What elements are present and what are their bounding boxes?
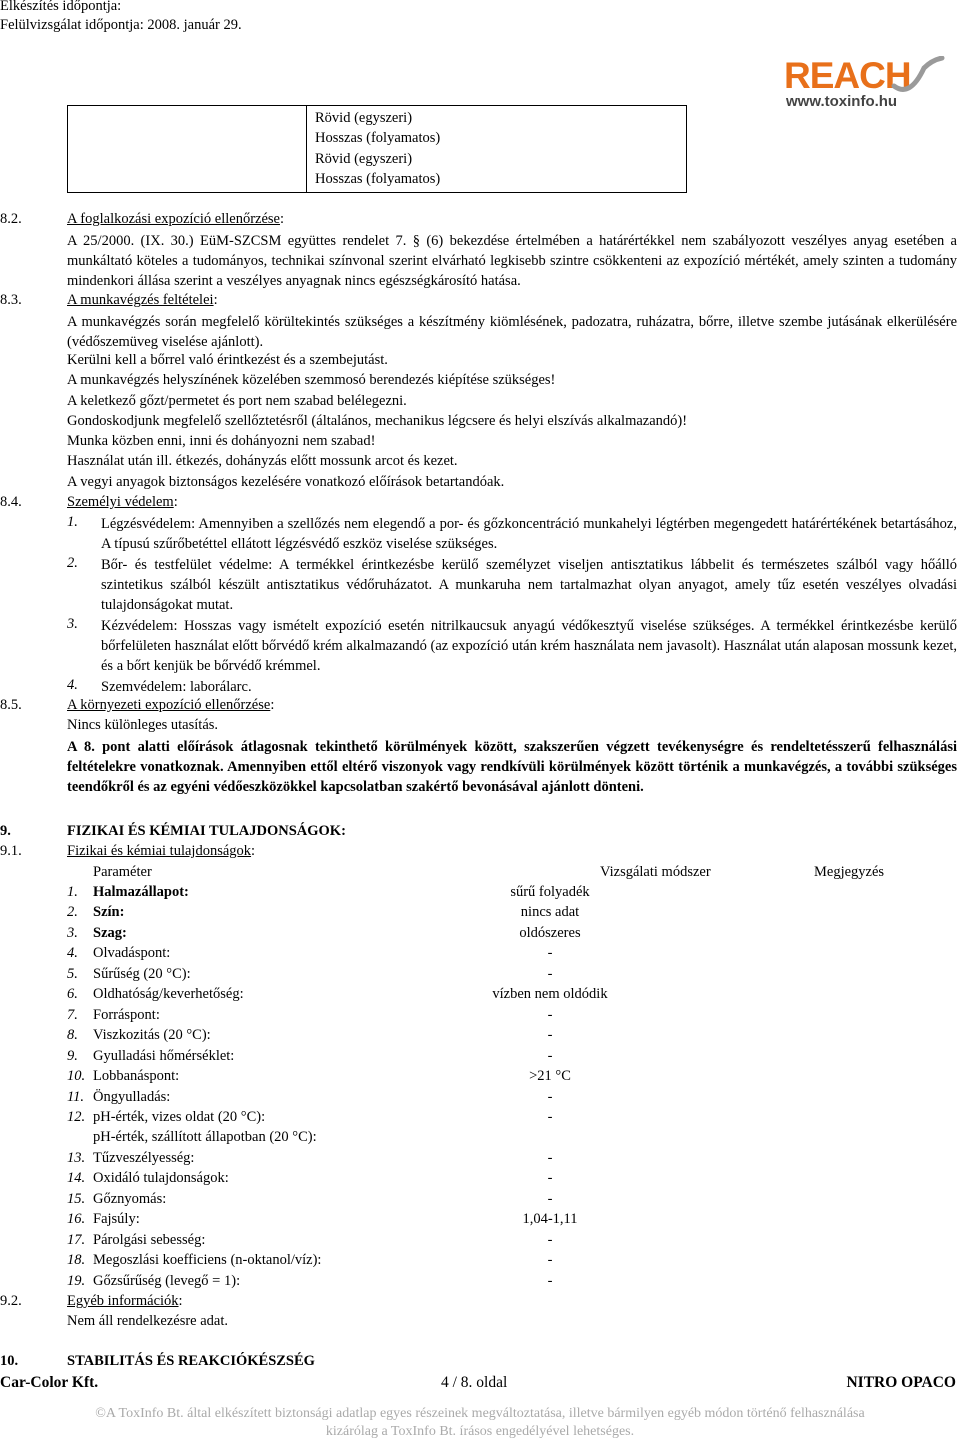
property-value: - (547, 1089, 553, 1105)
section-title: Személyi védelem: (67, 494, 178, 510)
property-number: 18. (67, 1252, 86, 1268)
exposure-row: Hosszas (folyamatos) (315, 130, 441, 146)
property-name: Gyulladási hőmérséklet: (93, 1048, 235, 1064)
property-name: Gőznyomás: (93, 1191, 167, 1207)
property-name: Halmazállapot: (93, 884, 189, 900)
property-name: Oldhatóság/keverhetőség: (93, 986, 244, 1002)
chapter-number: 10. (0, 1353, 19, 1369)
rule-line: A vegyi anyagok biztonságos kezelésére vonatkozó előírások betartandóak. (67, 474, 505, 490)
property-name: pH-érték, szállított állapotban (20 °C): (93, 1129, 317, 1145)
property-number: 8. (67, 1027, 78, 1043)
svg-text:www.toxinfo.hu: www.toxinfo.hu (786, 93, 898, 110)
section-note: A 8. pont alatti előírások átlagosnak tekinthető körülmények között, szakszerűen végzett tevékenységre és rendeltetésszerű felhasználási feltételekre vonatkoznak. Amennyiben ettől eltérő viszonyok vagy rendkívüli körülmények között történik a munkavégzés, a további szükséges teendőkről és az egyéni védőeszközökkel kapcsolatban szakértő bevonásával ajánlott dönteni. (67, 739, 957, 795)
property-name: Lobbanáspont: (93, 1068, 180, 1084)
property-value: >21 °C (529, 1068, 571, 1084)
revision-date-label: Felülvizsgálat időpontja: 2008. január 29. (0, 17, 242, 33)
property-name: Párolgási sebesség: (93, 1232, 206, 1248)
property-number: 1. (67, 884, 78, 900)
section-title: A környezeti expozíció ellenőrzése: (67, 697, 275, 713)
property-number: 6. (67, 986, 78, 1002)
exposure-row: Rövid (egyszeri) (315, 110, 413, 126)
col-header-method: Vizsgálati módszer (600, 864, 711, 880)
property-name: pH-érték, vizes oldat (20 °C): (93, 1109, 266, 1125)
chapter-title: FIZIKAI ÉS KÉMIAI TULAJDONSÁGOK: (67, 823, 346, 839)
exposure-row: Hosszas (folyamatos) (315, 171, 441, 187)
section-title: A foglalkozási expozíció ellenőrzése: (67, 211, 285, 227)
property-number: 5. (67, 966, 78, 982)
section-number: 9.2. (0, 1293, 22, 1309)
property-value: - (547, 1048, 553, 1064)
property-name: Öngyulladás: (93, 1089, 171, 1105)
property-value: - (547, 1273, 553, 1289)
property-number: 4. (67, 945, 78, 961)
rule-line: Gondoskodjunk megfelelő szellőztetésről (általános, mechanikus légcsere és helyi elszívás alkalmazandó)! (67, 413, 688, 429)
property-value: - (547, 1150, 553, 1166)
rule-line: A munkavégzés helyszínének közelében szemmosó berendezés kiépítése szükséges! (67, 372, 556, 388)
col-header-parameter: Paraméter (93, 864, 152, 880)
property-number: 11. (67, 1089, 85, 1105)
section-number: 8.2. (0, 211, 22, 227)
property-value: - (547, 1109, 553, 1125)
property-value: - (547, 1252, 553, 1268)
property-value: sűrű folyadék (510, 884, 590, 900)
property-number: 10. (67, 1068, 86, 1084)
property-value: oldószeres (519, 925, 581, 941)
prepared-date-label: Elkészítés időpontja: (0, 0, 122, 14)
col-header-note: Megjegyzés (814, 864, 885, 880)
rule-line: Használat után ill. étkezés, dohányzás előtt mossunk arcot és kezet. (67, 453, 458, 469)
rule-line: Kerülni kell a bőrrel való érintkezést és a szembejutást. (67, 352, 388, 368)
chapter-number: 9. (0, 823, 11, 839)
property-number: 19. (67, 1273, 86, 1289)
footer-page: 4 / 8. oldal (441, 1374, 508, 1391)
property-value: - (547, 1007, 553, 1023)
property-name: Sűrűség (20 °C): (93, 966, 191, 982)
property-number: 14. (67, 1170, 86, 1186)
property-value: nincs adat (520, 904, 580, 920)
property-number: 17. (67, 1232, 86, 1248)
rule-line: A keletkező gőzt/permetet és port nem szabad belélegezni. (67, 393, 407, 409)
chapter-title: STABILITÁS ÉS REAKCIÓKÉSZSÉG (67, 1353, 315, 1369)
property-value: - (547, 966, 553, 982)
section-number: 8.4. (0, 494, 22, 510)
property-number: 12. (67, 1109, 86, 1125)
property-number: 15. (67, 1191, 86, 1207)
section-text: Nem áll rendelkezésre adat. (67, 1313, 229, 1329)
section-title: Fizikai és kémiai tulajdonságok: (67, 843, 256, 859)
property-value: - (547, 1232, 553, 1248)
property-value: - (547, 1191, 553, 1207)
property-name: Gőzsűrűség (levegő = 1): (93, 1273, 241, 1289)
section-text: A munkavégzés során megfelelő körültekintés szükséges a készítmény kiömlésének, padozatra, ruházatra, bőrre, illetve szembe jutásának elkerülésére (védőszemüveg viselése ajánlott). (67, 314, 957, 350)
section-title: Egyéb információk: (67, 1293, 183, 1309)
property-name: Olvadáspont: (93, 945, 171, 961)
property-name: Megoszlási koefficiens (n-oktanol/víz): (93, 1252, 322, 1268)
property-number: 16. (67, 1211, 86, 1227)
property-name: Tűzveszélyesség: (93, 1150, 195, 1166)
property-name: Fajsúly: (93, 1211, 140, 1227)
section-title: A munkavégzés feltételei: (67, 292, 218, 308)
footer-copyright: kizárólag a ToxInfo Bt. írásos engedélyével lehetséges. (325, 1424, 635, 1439)
section-number: 8.5. (0, 697, 22, 713)
section-number: 9.1. (0, 843, 22, 859)
property-value: - (547, 1170, 553, 1186)
property-value: 1,04-1,11 (522, 1211, 578, 1227)
property-number: 13. (67, 1150, 86, 1166)
footer-company: Car-Color Kft. (0, 1374, 99, 1391)
property-name: Szín: (93, 904, 125, 920)
svg-text:REACH: REACH (784, 56, 911, 96)
property-name: Forráspont: (93, 1007, 160, 1023)
reach-logo (782, 56, 960, 112)
section-number: 8.3. (0, 292, 22, 308)
property-number: 9. (67, 1048, 78, 1064)
property-number: 2. (67, 904, 78, 920)
footer-copyright: ©A ToxInfo Bt. által elkészített biztonsági adatlap egyes részeinek megváltoztatása, illetve bármilyen egyéb módon történő felhasználása (95, 1406, 865, 1421)
property-name: Szag: (93, 925, 127, 941)
property-number: 7. (67, 1007, 78, 1023)
property-number: 3. (67, 925, 78, 941)
property-value: vízben nem oldódik (492, 986, 608, 1002)
property-value: - (547, 1027, 553, 1043)
property-value: - (547, 945, 553, 961)
section-text: A 25/2000. (IX. 30.) EüM-SZCSM együttes rendelet 7. § (6) bekezdése értelmében a határértékkel nem szabályozott veszélyes anyag esetében a munkáltató köteles a tudományos, technikai színvonal szerint elvárható legkisebb szintre csökkenteni az expozíció mértékét, amely szinten a tudomány mindenkori állása szerint a veszélyes anyagnak nincs egészségkárosító hatása. (67, 233, 957, 289)
section-text: Nincs különleges utasítás. (67, 717, 219, 733)
exposure-row: Rövid (egyszeri) (315, 151, 413, 167)
property-name: Viszkozitás (20 °C): (93, 1027, 211, 1043)
rule-line: Munka közben enni, inni és dohányozni nem szabad! (67, 433, 376, 449)
footer-product: NITRO OPACO (846, 1374, 956, 1391)
property-name: Oxidáló tulajdonságok: (93, 1170, 229, 1186)
